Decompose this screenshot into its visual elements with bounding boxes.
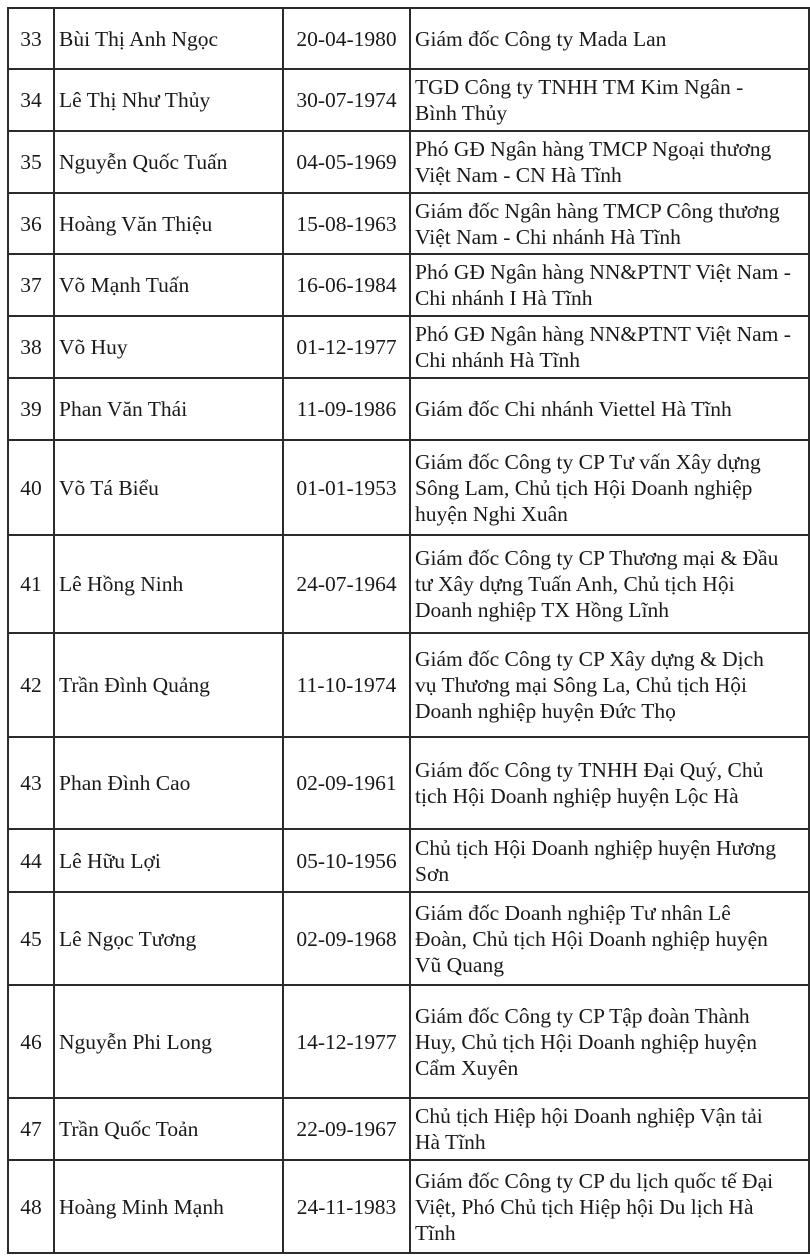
position-title (410, 131, 809, 193)
table-row (8, 193, 809, 254)
person-name: Phan Đình Cao (54, 737, 283, 829)
date-of-birth: 24-11-1983 (283, 1160, 410, 1253)
row-number: 44 (8, 829, 54, 892)
date-of-birth: 30-07-1974 (283, 69, 410, 131)
table-row (8, 535, 809, 633)
position-title (410, 8, 809, 69)
table-row (8, 131, 809, 193)
table-row (8, 254, 809, 316)
table-row (8, 440, 809, 535)
row-number: 39 (8, 378, 54, 440)
table-row (8, 737, 809, 829)
table-row (8, 1098, 809, 1160)
position-title (410, 254, 809, 316)
members-table-container (7, 7, 808, 1254)
person-name: Lê Hồng Ninh (54, 535, 283, 633)
position-line: Việt, Phó Chủ tịch Hiệp hội Du lịch Hà (415, 1194, 754, 1219)
position-line: Giám đốc Công ty TNHH Đại Quý, Chủ (415, 758, 764, 782)
row-number: 45 (8, 892, 54, 985)
position-line: Giám đốc Công ty CP Tập đoàn Thành (415, 1003, 750, 1028)
position-title (410, 892, 809, 985)
position-line: Hà Tĩnh (415, 1130, 486, 1154)
person-name: Lê Ngọc Tương (54, 892, 283, 985)
position-line: Chi nhánh Hà Tĩnh (415, 348, 581, 372)
person-name: Võ Huy (54, 316, 283, 378)
person-name: Phan Văn Thái (54, 378, 283, 440)
position-title (410, 985, 809, 1098)
table-row (8, 8, 809, 69)
position-line: Phó GĐ Ngân hàng NN&PTNT Việt Nam - (415, 260, 791, 284)
row-number: 47 (8, 1098, 54, 1160)
person-name: Bùi Thị Anh Ngọc (54, 8, 283, 69)
position-line: Việt Nam - Chi nhánh Hà Tĩnh (415, 224, 681, 249)
person-name: Hoàng Văn Thiệu (54, 193, 283, 254)
position-line: Huy, Chủ tịch Hội Doanh nghiệp huyện (415, 1029, 757, 1054)
position-title (410, 69, 809, 131)
person-name: Trần Quốc Toản (54, 1098, 283, 1160)
date-of-birth: 02-09-1961 (283, 737, 410, 829)
position-line: Giám đốc Công ty CP Tư vấn Xây dựng (415, 449, 761, 474)
position-line: Chủ tịch Hội Doanh nghiệp huyện Hương (415, 835, 777, 860)
position-line: Tĩnh (415, 1220, 456, 1245)
position-title (410, 737, 809, 829)
position-line: vụ Thương mại Sông La, Chủ tịch Hội (415, 673, 747, 697)
row-number: 43 (8, 737, 54, 829)
position-line: Giám đốc Công ty CP Xây dựng & Dịch (415, 647, 764, 671)
position-line: huyện Nghi Xuân (415, 501, 568, 526)
position-line: tịch Hội Doanh nghiệp huyện Lộc Hà (415, 784, 739, 808)
row-number: 48 (8, 1160, 54, 1253)
row-number: 37 (8, 254, 54, 316)
date-of-birth: 05-10-1956 (283, 829, 410, 892)
position-line: Bình Thủy (415, 101, 508, 125)
table-row (8, 829, 809, 892)
person-name: Nguyễn Quốc Tuấn (54, 131, 283, 193)
table-row (8, 378, 809, 440)
date-of-birth: 11-10-1974 (283, 633, 410, 737)
person-name: Trần Đình Quảng (54, 633, 283, 737)
date-of-birth: 01-12-1977 (283, 316, 410, 378)
position-line: Chủ tịch Hiệp hội Doanh nghiệp Vận tải (415, 1104, 763, 1128)
row-number: 35 (8, 131, 54, 193)
position-line: Vũ Quang (415, 952, 504, 977)
position-title (410, 1160, 809, 1253)
position-title (410, 633, 809, 737)
row-number: 40 (8, 440, 54, 535)
position-line: Sông Lam, Chủ tịch Hội Doanh nghiệp (415, 475, 753, 500)
position-line: Sơn (415, 861, 450, 886)
members-table-body (8, 8, 809, 1253)
person-name: Hoàng Minh Mạnh (54, 1160, 283, 1253)
date-of-birth: 24-07-1964 (283, 535, 410, 633)
position-line: Giám đốc Ngân hàng TMCP Công thương (415, 198, 780, 223)
person-name: Võ Mạnh Tuấn (54, 254, 283, 316)
date-of-birth: 15-08-1963 (283, 193, 410, 254)
position-line: Doanh nghiệp TX Hồng Lĩnh (415, 598, 669, 622)
position-line: Việt Nam - CN Hà Tĩnh (415, 163, 622, 187)
position-line: tư Xây dựng Tuấn Anh, Chủ tịch Hội (415, 572, 735, 596)
row-number: 38 (8, 316, 54, 378)
date-of-birth: 02-09-1968 (283, 892, 410, 985)
table-row (8, 1160, 809, 1253)
position-line: TGD Công ty TNHH TM Kim Ngân - (415, 75, 744, 99)
position-title (410, 829, 809, 892)
row-number: 41 (8, 535, 54, 633)
row-number: 46 (8, 985, 54, 1098)
date-of-birth: 04-05-1969 (283, 131, 410, 193)
person-name: Võ Tá Biểu (54, 440, 283, 535)
position-line: Giám đốc Công ty CP Thương mại & Đầu (415, 546, 779, 570)
position-title (410, 316, 809, 378)
position-title (410, 193, 809, 254)
date-of-birth: 16-06-1984 (283, 254, 410, 316)
table-row (8, 985, 809, 1098)
date-of-birth: 22-09-1967 (283, 1098, 410, 1160)
position-line: Giám đốc Công ty CP du lịch quốc tế Đại (415, 1168, 774, 1193)
position-line: Giám đốc Doanh nghiệp Tư nhân Lê (415, 900, 731, 925)
members-table (7, 7, 810, 1254)
position-line: Đoàn, Chủ tịch Hội Doanh nghiệp huyện (415, 926, 768, 951)
position-title (410, 440, 809, 535)
person-name: Nguyễn Phi Long (54, 985, 283, 1098)
table-row (8, 892, 809, 985)
table-row (8, 69, 809, 131)
position-title (410, 1098, 809, 1160)
date-of-birth: 01-01-1953 (283, 440, 410, 535)
table-row (8, 316, 809, 378)
table-row (8, 633, 809, 737)
position-line: Doanh nghiệp huyện Đức Thọ (415, 699, 676, 723)
position-line: Phó GĐ Ngân hàng NN&PTNT Việt Nam - (415, 322, 791, 346)
date-of-birth: 20-04-1980 (283, 8, 410, 69)
row-number: 34 (8, 69, 54, 131)
person-name: Lê Thị Như Thủy (54, 69, 283, 131)
position-line: Phó GĐ Ngân hàng TMCP Ngoại thương (415, 137, 772, 161)
date-of-birth: 11-09-1986 (283, 378, 410, 440)
position-line: Giám đốc Chi nhánh Viettel Hà Tĩnh (415, 397, 732, 421)
row-number: 33 (8, 8, 54, 69)
position-line: Giám đốc Công ty Mada Lan (415, 26, 667, 51)
position-line: Cẩm Xuyên (415, 1055, 519, 1080)
date-of-birth: 14-12-1977 (283, 985, 410, 1098)
person-name: Lê Hữu Lợi (54, 829, 283, 892)
row-number: 36 (8, 193, 54, 254)
position-line: Chi nhánh I Hà Tĩnh (415, 286, 593, 310)
position-title (410, 378, 809, 440)
position-title (410, 535, 809, 633)
row-number: 42 (8, 633, 54, 737)
